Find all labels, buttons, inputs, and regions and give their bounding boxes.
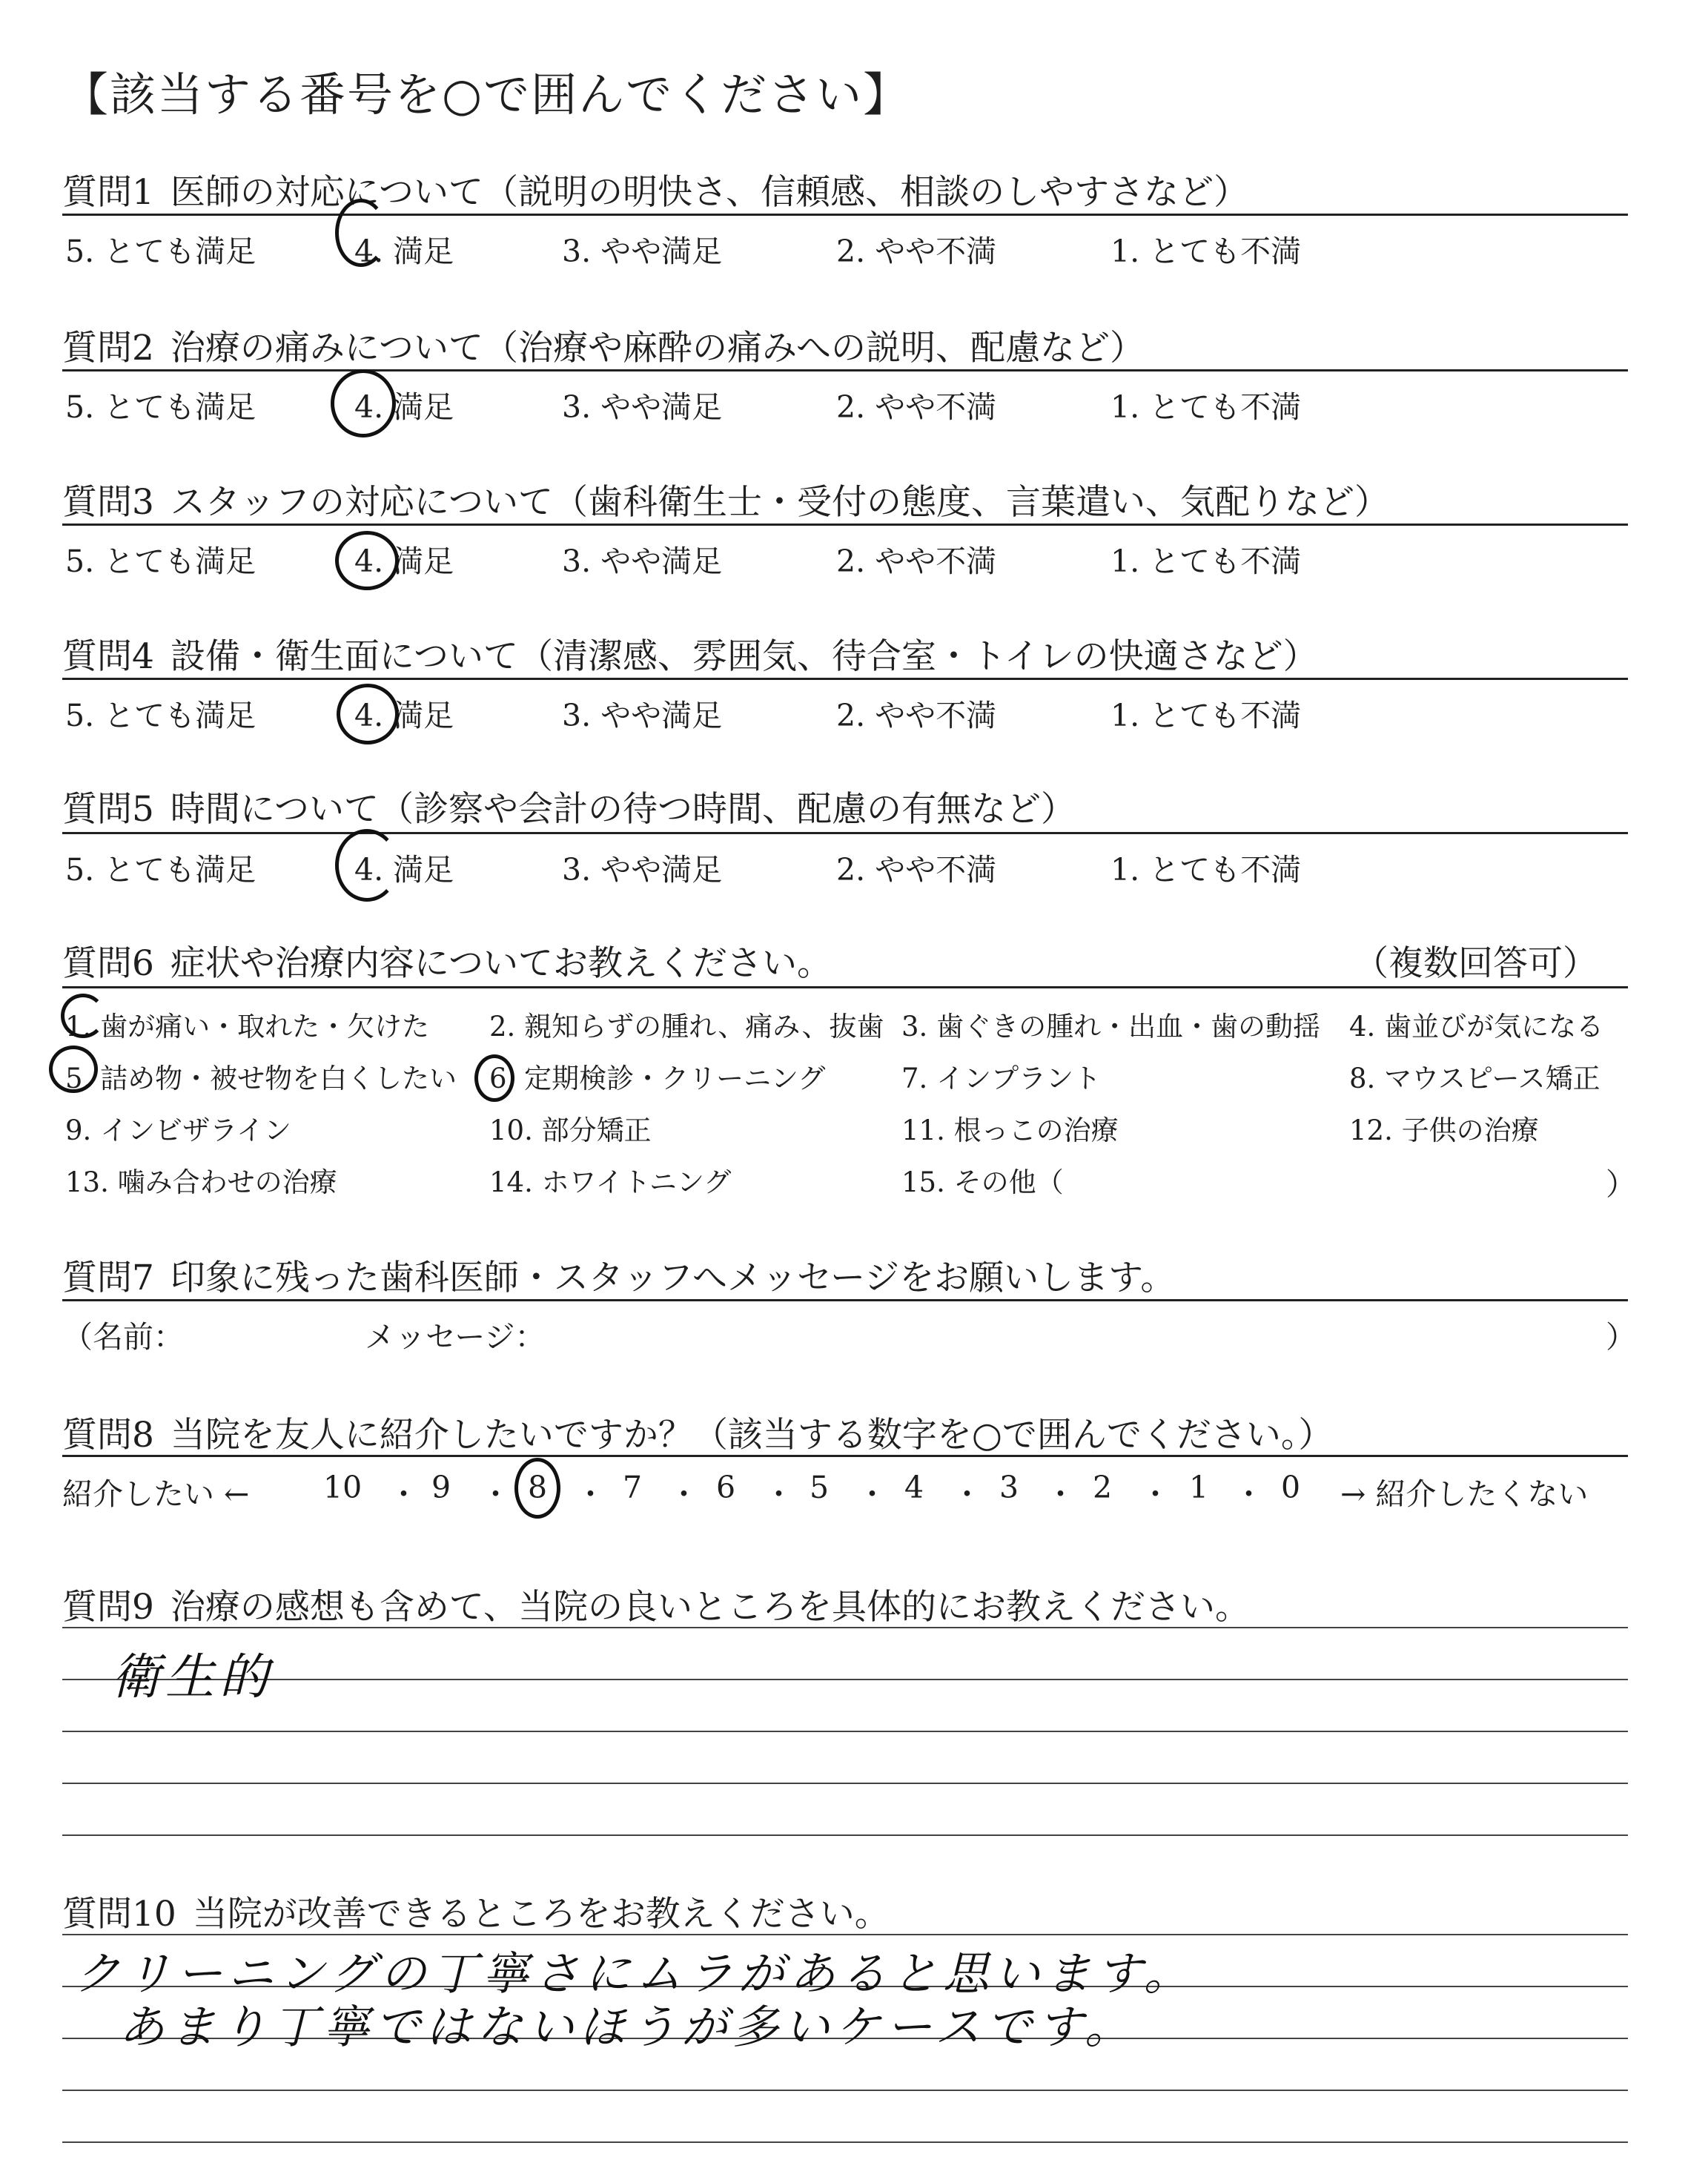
scale-separator: ・ [1234,1476,1264,1512]
question-text: 症状や治療内容についてお教えください。 [170,943,832,984]
selection-circle [337,684,399,744]
answer-line [62,1627,1628,1628]
rating-option-2[interactable]: 2. やや不満 [836,698,997,733]
rating-option-1[interactable]: 1. とても不満 [1110,544,1302,579]
scale-separator: ・ [480,1476,511,1512]
scale-value-7[interactable]: 7 [623,1470,643,1505]
symptom-option-13[interactable]: 13. 噛み合わせの治療 [65,1166,337,1198]
answer-line [62,1679,1628,1680]
answer-line [62,1731,1628,1732]
question-heading [62,629,1318,678]
selection-circle [335,199,387,267]
scale-separator: ・ [952,1476,982,1512]
rating-option-1[interactable]: 1. とても不満 [1110,852,1302,888]
answer-line [62,1934,1628,1935]
scale-separator: ・ [1045,1476,1076,1512]
scale-value-4[interactable]: 4 [904,1470,924,1505]
question-heading [62,165,1248,214]
symptom-option-6[interactable]: 6. 定期検診・クリーニング [489,1063,826,1094]
question-number: 質問7 [62,1258,154,1298]
symptom-option-14[interactable]: 14. ホワイトニング [489,1166,732,1198]
answer-line [62,2141,1628,2143]
rating-option-3[interactable]: 3. やや満足 [562,544,723,579]
symptom-option-3[interactable]: 3. 歯ぐきの腫れ・出血・歯の動揺 [901,1011,1321,1043]
symptom-option-11[interactable]: 11. 根っこの治療 [901,1114,1119,1146]
rating-option-2[interactable]: 2. やや不満 [836,234,997,269]
symptom-option-5[interactable]: 5. 詰め物・被せ物を白くしたい [65,1063,457,1094]
scale-value-10[interactable]: 10 [323,1470,363,1505]
question-number: 質問3 [62,482,154,523]
answer-line [62,2090,1628,2091]
symptom-option-10[interactable]: 10. 部分矯正 [489,1114,652,1146]
question-heading [62,320,1145,370]
multiple-answers-note: （複数回答可） [1354,943,1598,984]
close-paren: ） [1606,1166,1636,1202]
scale-value-8[interactable]: 8 [528,1470,548,1505]
question-text: 治療の感想も含めて、当院の良いところを具体的にお教えください。 [170,1587,1250,1628]
page-title: 【該当する番号を○で囲んでください】 [62,67,911,122]
selection-circle [331,369,396,437]
question-heading [62,1250,1175,1300]
rating-option-3[interactable]: 3. やや満足 [562,698,723,733]
rating-option-5[interactable]: 5. とても満足 [65,544,256,579]
name-label: （名前： [62,1319,184,1355]
selection-circle [474,1054,514,1102]
symptom-option-1[interactable]: 1. 歯が痛い・取れた・欠けた [65,1011,430,1043]
handwritten-answer-line-2: あまり丁寧ではないほうが多いケースです。 [119,2000,1136,2054]
rating-option-5[interactable]: 5. とても満足 [65,698,256,733]
question-text: 治療の痛みについて（治療や麻酔の痛みへの説明、配慮など） [170,328,1145,369]
scale-separator: ・ [669,1476,699,1512]
rating-option-3[interactable]: 3. やや満足 [562,852,723,888]
scale-value-0[interactable]: 0 [1281,1470,1301,1505]
rating-option-4[interactable]: 4. 満足 [354,544,454,579]
question-text: スタッフの対応について（歯科衛生士・受付の態度、言葉遣い、気配りなど） [170,482,1389,523]
rating-option-4[interactable]: 4. 満足 [354,234,454,269]
selection-circle [335,829,399,902]
rating-option-1[interactable]: 1. とても不満 [1110,389,1302,425]
rule-line [62,369,1628,371]
scale-separator: ・ [1140,1476,1171,1512]
rating-option-5[interactable]: 5. とても満足 [65,234,256,269]
rating-option-3[interactable]: 3. やや満足 [562,389,723,425]
answer-line [62,1783,1628,1784]
symptom-option-12[interactable]: 12. 子供の治療 [1349,1114,1539,1146]
rule-line [62,214,1628,216]
scale-value-5[interactable]: 5 [810,1470,830,1505]
symptom-option-7[interactable]: 7. インプラント [901,1063,1102,1094]
question-text: 印象に残った歯科医師・スタッフへメッセージをお願いします。 [170,1258,1176,1298]
rating-option-3[interactable]: 3. やや満足 [562,234,723,269]
handwritten-answer: 衛生的 [111,1648,274,1705]
rating-option-2[interactable]: 2. やや不満 [836,544,997,579]
question-text: 当院が改善できるところをお教えください。 [192,1894,890,1935]
scale-value-3[interactable]: 3 [999,1470,1019,1505]
recommend-right-label: → 紹介したくない [1340,1476,1589,1512]
question-heading [62,1407,1333,1457]
symptom-option-9[interactable]: 9. インビザライン [65,1114,291,1146]
selection-circle [61,994,105,1038]
answer-line [62,1834,1628,1836]
question-text: 医師の対応について（説明の明快さ、信頼感、相談のしやすさなど） [170,172,1249,213]
question-number: 質問9 [62,1587,154,1628]
scale-value-6[interactable]: 6 [716,1470,736,1505]
question-heading [62,936,832,985]
selection-circle [49,1046,98,1093]
symptom-option-8[interactable]: 8. マウスピース矯正 [1349,1063,1601,1094]
question-number: 質問4 [62,636,154,677]
selection-circle [514,1458,560,1519]
rating-option-4[interactable]: 4. 満足 [354,852,454,888]
rating-option-4[interactable]: 4. 満足 [354,389,454,425]
scale-separator: ・ [388,1476,419,1512]
handwritten-answer-line-1: クリーニングの丁寧さにムラがあると思います。 [74,1946,1195,2001]
rating-option-2[interactable]: 2. やや不満 [836,852,997,888]
message-label: メッセージ： [365,1319,546,1355]
scale-value-1[interactable]: 1 [1189,1470,1209,1505]
rating-option-5[interactable]: 5. とても満足 [65,852,256,888]
scale-value-2[interactable]: 2 [1093,1470,1113,1505]
scale-separator: ・ [575,1476,606,1512]
scale-separator: ・ [764,1476,794,1512]
question-heading [62,475,1389,524]
rating-option-2[interactable]: 2. やや不満 [836,389,997,425]
rule-line [62,524,1628,526]
rule-line [62,1299,1628,1301]
rule-line [62,832,1628,834]
close-paren: ） [1606,1319,1636,1355]
question-number: 質問1 [62,172,154,213]
recommend-left-label: 紹介したい ← [62,1476,250,1512]
rating-option-4[interactable]: 4. 満足 [354,698,454,733]
question-number: 質問5 [62,789,154,830]
scale-value-9[interactable]: 9 [431,1470,451,1505]
question-text: 設備・衛生面について（清潔感、雰囲気、待合室・トイレの快適さなど） [170,636,1318,677]
rating-option-5[interactable]: 5. とても満足 [65,389,256,425]
rule-line [62,986,1628,988]
scale-separator: ・ [857,1476,887,1512]
question-heading [62,782,1076,831]
question-text: 時間について（診察や会計の待つ時間、配慮の有無など） [170,789,1076,830]
question-heading [62,1886,890,1936]
symptom-option-4[interactable]: 4. 歯並びが気になる [1349,1011,1604,1043]
question-number: 質問8 [62,1415,154,1456]
rule-line [62,678,1628,680]
symptom-option-15[interactable]: 15. その他（ [901,1166,1064,1198]
selection-circle [335,531,399,590]
question-number: 質問6 [62,943,154,984]
rule-line [62,1455,1628,1457]
symptom-option-2[interactable]: 2. 親知らずの腫れ、痛み、抜歯 [489,1011,884,1043]
question-heading [62,1579,1250,1629]
rating-option-1[interactable]: 1. とても不満 [1110,234,1302,269]
question-text: 当院を友人に紹介したいですか？（該当する数字を○で囲んでください。） [170,1415,1334,1456]
question-number: 質問2 [62,328,154,369]
question-number: 質問10 [62,1894,176,1935]
rating-option-1[interactable]: 1. とても不満 [1110,698,1302,733]
